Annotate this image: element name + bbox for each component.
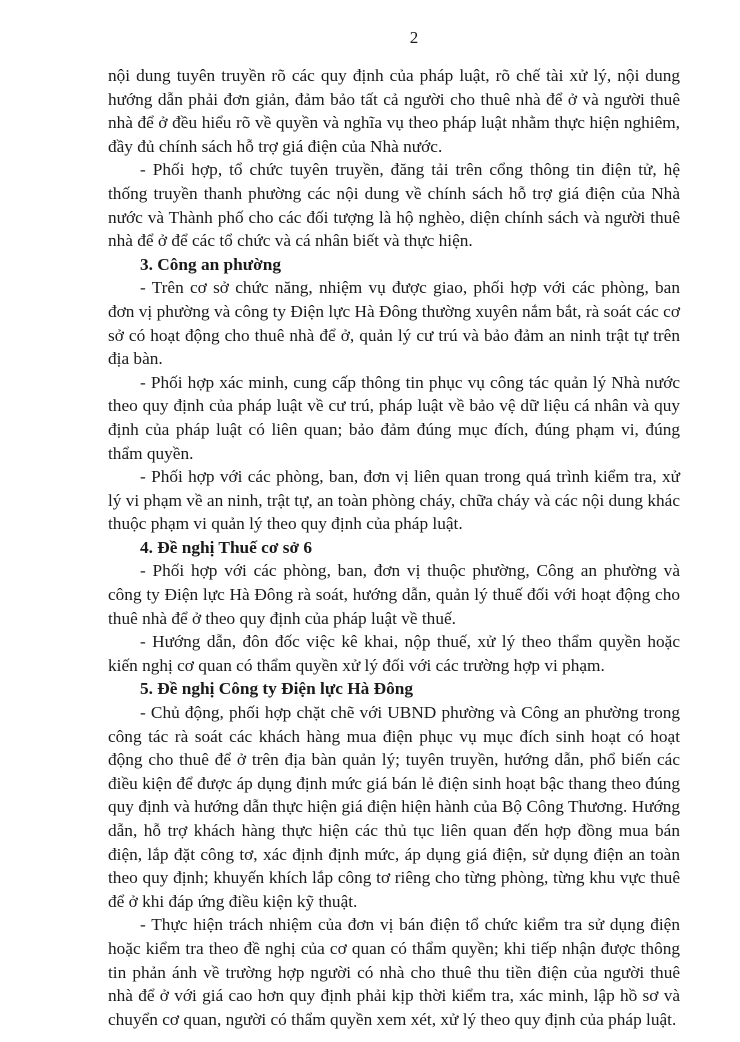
document-body — [108, 64, 680, 1031]
paragraph-electricity-2: - Thực hiện trách nhiệm của đơn vị bán điện tổ chức kiểm tra sử dụng điện hoặc kiểm tra theo đề nghị của cơ quan có thẩm quyền; khi tiếp nhận được thông tin phản ánh về trường hợp người có nhà cho thuê thu tiền điện của người thuê nhà để ở với giá cao hơn quy định phải kịp thời kiểm tra, xác minh, lập hồ sơ và chuyển cơ quan, người có thẩm quyền xem xét, xử lý theo quy định của pháp luật. — [108, 915, 680, 1029]
paragraph-propaganda: - Phối hợp, tổ chức tuyên truyền, đăng tải trên cổng thông tin điện tử, hệ thống truyền thanh phường các nội dung về chính sách hỗ trợ giá điện của Nhà nước và Thành phố cho các đối tượng là hộ nghèo, diện chính sách và người thuê nhà để ở để các tổ chức và cá nhân biết và thực hiện. — [108, 160, 680, 251]
section-heading-police: 3. Công an phường — [140, 254, 281, 274]
paragraph-continuation: nội dung tuyên truyền rõ các quy định của pháp luật, rõ chế tài xử lý, nội dung hướng dẫn phải đơn giản, đảm bảo tất cả người cho thuê nhà để ở và người thuê nhà để ở đều hiểu rõ về quyền và nghĩa vụ theo pháp luật nhằm thực hiện nghiêm, đầy đủ chính sách hỗ trợ giá điện của Nhà nước. — [108, 66, 680, 156]
paragraph-tax-1: - Phối hợp với các phòng, ban, đơn vị thuộc phường, Công an phường và công ty Điện lực Hà Đông rà soát, hướng dẫn, quản lý thuế đối với hoạt động cho thuê nhà để ở theo quy định của pháp luật về thuế. — [108, 561, 680, 628]
section-heading-electricity: 5. Đề nghị Công ty Điện lực Hà Đông — [140, 679, 413, 699]
paragraph-police-2: - Phối hợp xác minh, cung cấp thông tin phục vụ công tác quản lý Nhà nước theo quy định của pháp luật về cư trú, pháp luật về bảo vệ dữ liệu cá nhân và quy định của pháp luật có liên quan; bảo đảm đúng mục đích, đúng phạm vi, đúng thẩm quyền. — [108, 372, 680, 463]
paragraph-police-3: - Phối hợp với các phòng, ban, đơn vị liên quan trong quá trình kiểm tra, xử lý vi phạm về an ninh, trật tự, an toàn phòng cháy, chữa cháy và các nội dung khác thuộc phạm vi quản lý theo quy định của pháp luật. — [108, 467, 680, 534]
section-heading-tax: 4. Đề nghị Thuế cơ sở 6 — [140, 537, 312, 557]
page-number: 2 — [409, 28, 419, 47]
paragraph-police-1: - Trên cơ sở chức năng, nhiệm vụ được giao, phối hợp với các phòng, ban đơn vị phường và công ty Điện lực Hà Đông thường xuyên nắm bắt, rà soát các cơ sở có hoạt động cho thuê nhà để ở, quản lý cư trú và bảo đảm an ninh trật tự trên địa bàn. — [108, 278, 680, 369]
paragraph-electricity-1: - Chủ động, phối hợp chặt chẽ với UBND phường và Công an phường trong công tác rà soát các khách hàng mua điện phục vụ mục đích sinh hoạt có hoạt động cho thuê để ở trên địa bàn quản lý; tuyên truyền, hướng dẫn, phổ biến các điều kiện để được áp dụng định mức giá bán lẻ điện sinh hoạt bậc thang theo đúng quy định và hướng dẫn thực hiện giá điện hiện hành của Bộ Công Thương. Hướng dẫn, hỗ trợ khách hàng thực hiện các thủ tục liên quan đến hợp đồng mua bán điện, lắp đặt công tơ, xác định định mức, áp dụng giá điện, sử dụng điện an toàn theo quy định; khuyến khích lắp công tơ riêng cho từng phòng, từng khu vực thuê để ở khi đáp ứng điều kiện kỹ thuật. — [108, 703, 680, 911]
paragraph-tax-2: - Hướng dẫn, đôn đốc việc kê khai, nộp thuế, xử lý theo thẩm quyền hoặc kiến nghị cơ quan có thẩm quyền xử lý đối với các trường hợp vi phạm. — [108, 632, 680, 675]
